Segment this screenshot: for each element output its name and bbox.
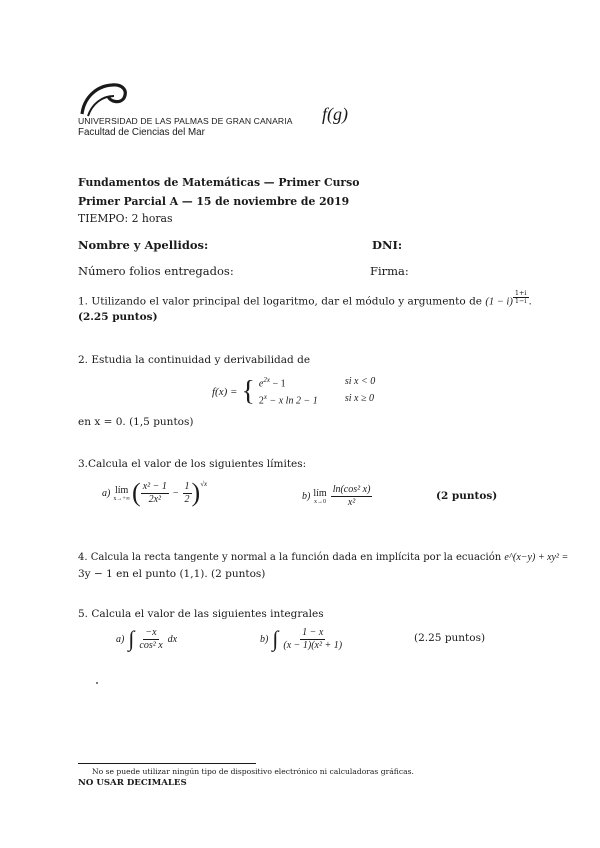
- question-2-end: en x = 0. (1,5 puntos): [78, 416, 194, 428]
- q2-case1-expr: e: [258, 378, 264, 390]
- q3b-label: b): [302, 490, 311, 502]
- q3b-sub: x→0: [314, 498, 327, 505]
- q3a-label: a): [102, 487, 111, 499]
- question-3b: [302, 484, 372, 508]
- q2-case2-cond: si x ≥ 0: [344, 392, 374, 404]
- footnote-text: No se puede utilizar ningún tipo de dispositivo electrónico ni calculadoras gráficas.: [92, 767, 414, 776]
- q3a-den2: 2: [184, 493, 190, 505]
- question-5a: [116, 626, 177, 652]
- q4-equation: e^(x−y) + xy² =: [504, 552, 569, 563]
- firma-label: Firma:: [370, 264, 409, 278]
- q5b-integral-icon: ∫: [272, 626, 279, 651]
- handwritten-mark: f(g): [322, 104, 348, 124]
- question-1-points: (2.25 puntos): [78, 311, 158, 323]
- university-name: UNIVERSIDAD DE LAS PALMAS DE GRAN CANARIA: [78, 116, 293, 126]
- question-3-text: 3.Calcula el valor de los siguientes límites:: [78, 458, 307, 470]
- q3a-num1: x² − 1: [142, 481, 167, 492]
- q5a-label: a): [116, 633, 125, 645]
- q3b-den: x²: [347, 496, 356, 508]
- question-1-text: 1. Utilizando el valor principal del logaritmo, dar el módulo y argumento de: [78, 295, 482, 308]
- q2-case2-exp: x: [263, 392, 267, 401]
- course-title: Fundamentos de Matemáticas — Primer Curso: [78, 176, 360, 189]
- q2-case2-rest: − x ln 2 − 1: [269, 395, 318, 407]
- q2-case2-expr: 2: [258, 395, 264, 407]
- q5b-num: 1 − x: [302, 627, 324, 638]
- q5a-integral-icon: ∫: [128, 626, 135, 651]
- name-label: Nombre y Apellidos:: [78, 238, 209, 252]
- q5a-dx: dx: [167, 633, 178, 645]
- exam-partial: Primer Parcial A — 15 de noviembre de 2019: [78, 195, 350, 208]
- question-4-line2: 3y − 1 en el punto (1,1). (2 puntos): [78, 568, 266, 580]
- question-5-points: (2.25 puntos): [414, 632, 486, 644]
- q3a-den1: 2x²: [148, 493, 161, 505]
- question-1-base: (1 − i): [485, 296, 513, 308]
- faculty-name: Facultad de Ciencias del Mar: [78, 127, 205, 138]
- question-3a: a) lím x→+∞ ( $\frac{\text{x² − 1}}{\text{2x²}}$ − $\frac{1}{2}$ ) $^{√x}$: [102, 478, 208, 507]
- q2-fname: f(x) =: [212, 385, 238, 398]
- q3b-num: ln(cos² x): [332, 484, 371, 495]
- dni-label: DNI:: [372, 238, 403, 252]
- question-5b: [260, 626, 344, 652]
- question-2-function: [212, 375, 375, 409]
- question-2-text: 2. Estudia la continuidad y derivabilidad de: [78, 354, 311, 366]
- question-1: [78, 288, 532, 310]
- question-4-line1: [78, 552, 568, 563]
- q1-exp-num: 1+i: [514, 288, 527, 297]
- exam-time: TIEMPO: 2 horas: [78, 212, 173, 225]
- q5b-label: b): [260, 633, 269, 645]
- question-5-text: 5. Calcula el valor de las siguientes integrales: [78, 608, 324, 620]
- q3a-lim: lím: [115, 484, 129, 496]
- university-logo: [78, 80, 130, 118]
- folios-label: Número folios entregados:: [78, 264, 234, 278]
- footnote-warning: NO USAR DECIMALES: [78, 778, 187, 788]
- q2-case1-cond: si x < 0: [344, 376, 376, 387]
- question-3-points: (2 puntos): [436, 490, 498, 502]
- q3a-exp: √x: [200, 480, 208, 488]
- q5b-den: (x − 1)(x² + 1): [283, 639, 343, 651]
- q1-end: .: [528, 295, 532, 308]
- q1-exp-den: 1−i: [514, 296, 527, 305]
- q5a-num: −x: [145, 627, 157, 638]
- q5a-den: cos² x: [139, 639, 163, 651]
- q3b-lim: lím: [313, 487, 327, 499]
- q2-brace: {: [241, 375, 255, 407]
- q2-case1-rest: − 1: [272, 378, 286, 390]
- q3a-sub: x→+∞: [113, 495, 131, 502]
- q4-line1-text: 4. Calcula la recta tangente y normal a la función dada en implícita por la ecuación: [78, 552, 502, 563]
- q3a-minus: −: [172, 487, 179, 499]
- q2-case1-exp: 2x: [263, 376, 270, 384]
- footnote-rule: [78, 763, 256, 764]
- stray-mark: [96, 682, 98, 684]
- q3a-num2: 1: [184, 481, 190, 492]
